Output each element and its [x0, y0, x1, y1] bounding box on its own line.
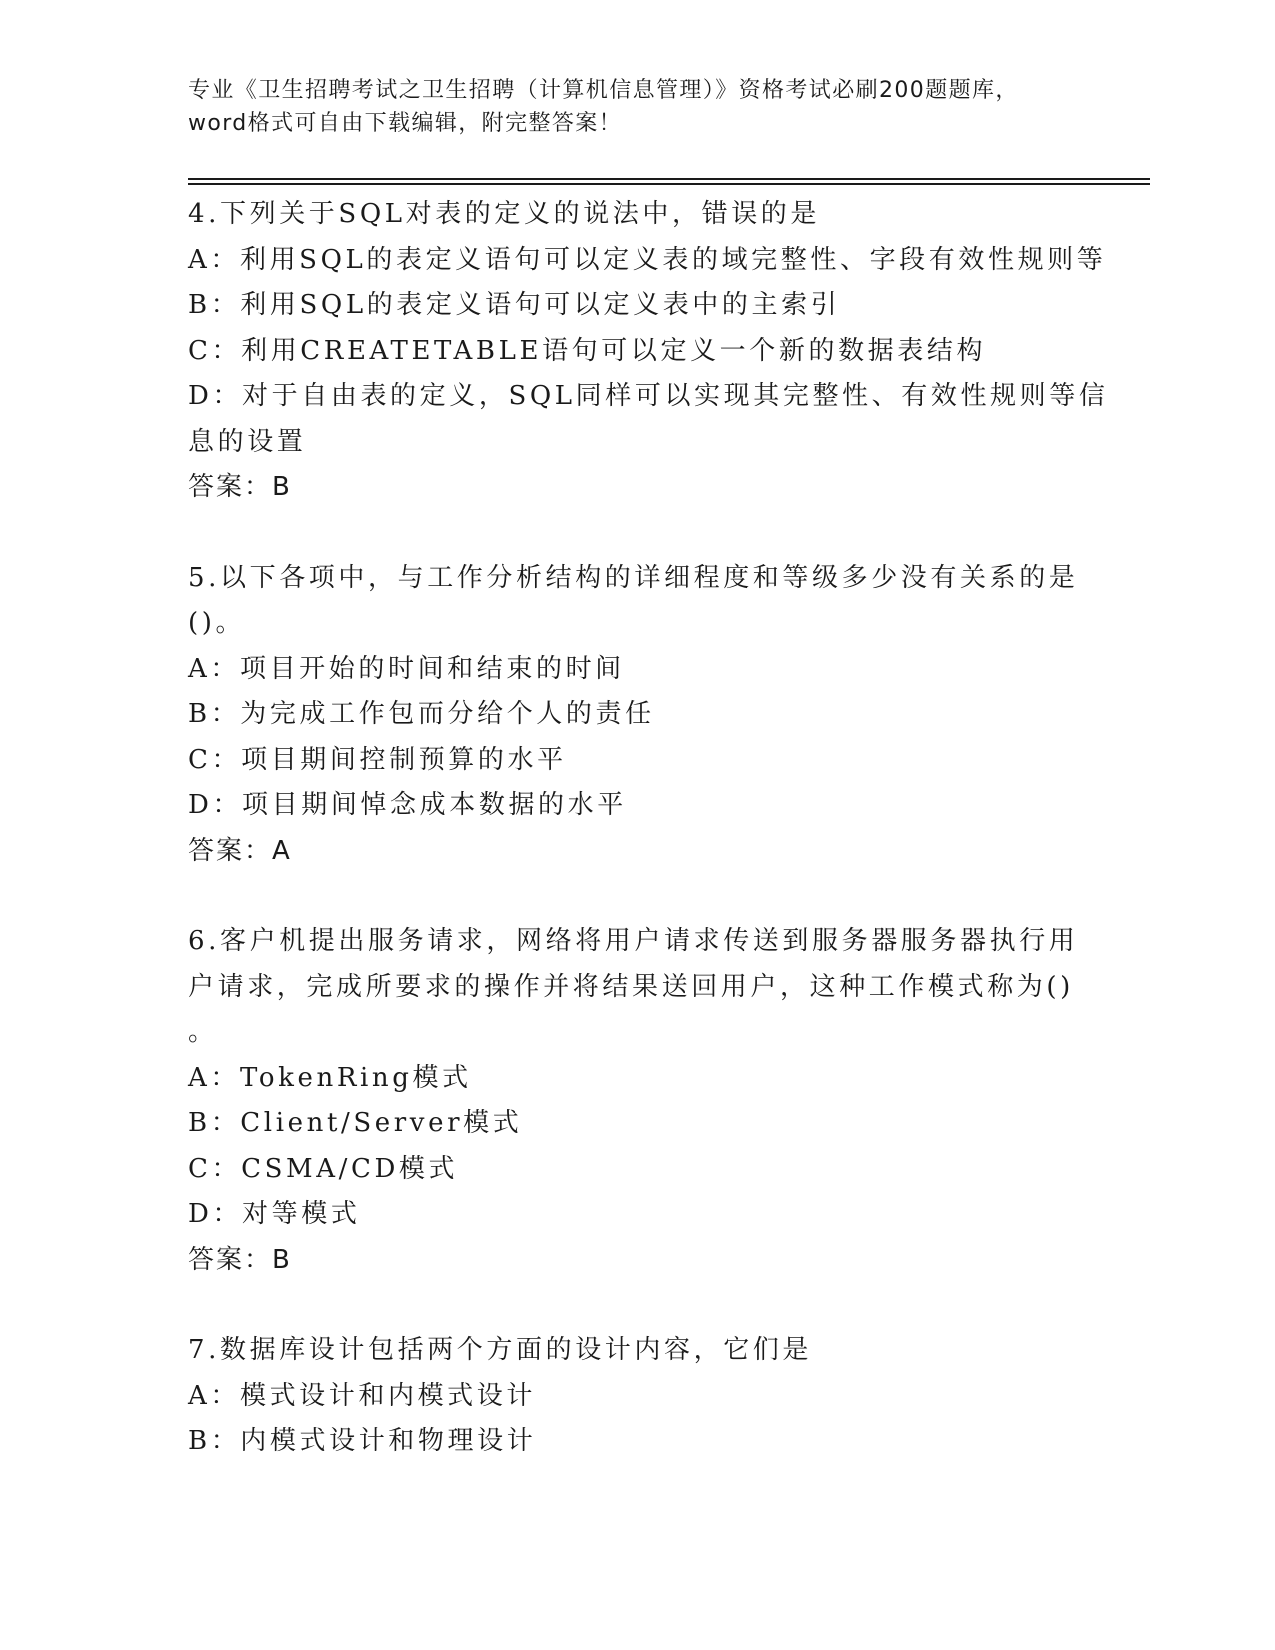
answer: 答案：B	[188, 1244, 292, 1275]
option-d: D：对于自由表的定义，SQL同样可以实现其完整性、有效性规则等信	[188, 381, 1109, 411]
question-4	[188, 192, 1109, 511]
document-header	[188, 74, 1088, 140]
question-5	[188, 556, 1088, 875]
option-b: B：为完成工作包而分给个人的责任	[188, 699, 655, 729]
option-b: B：利用SQL的表定义语句可以定义表中的主索引	[188, 290, 841, 320]
question-stem-continued: 户请求，完成所要求的操作并将结果送回用户，这种工作模式称为()	[188, 971, 1074, 1002]
option-c: C：CSMA/CD模式	[188, 1153, 459, 1184]
option-b: B：Client/Server模式	[188, 1108, 523, 1138]
header-line-2: word格式可自由下载编辑，附完整答案！	[188, 111, 623, 136]
option-a: A：利用SQL的表定义语句可以定义表的域完整性、字段有效性规则等	[188, 244, 1107, 275]
header-line-1: 专业《卫生招聘考试之卫生招聘（计算机信息管理）》资格考试必刷200题题库，	[188, 78, 1019, 103]
answer: 答案：B	[188, 472, 292, 502]
question-stem-continued: ()。	[188, 608, 246, 638]
question-6	[188, 919, 1088, 1283]
option-c: C：项目期间控制预算的水平	[188, 744, 567, 775]
header-divider-top	[188, 178, 1150, 180]
question-stem: 4.下列关于SQL对表的定义的说法中，错误的是	[188, 199, 820, 229]
question-stem-end: 。	[188, 1017, 218, 1047]
option-a: A：模式设计和内模式设计	[188, 1380, 536, 1411]
option-d: D：项目期间悼念成本数据的水平	[188, 790, 627, 820]
option-d-continued: 息的设置	[188, 426, 307, 457]
option-d: D：对等模式	[188, 1199, 361, 1229]
option-a: A：TokenRing模式	[188, 1062, 472, 1093]
question-stem: 7.数据库设计包括两个方面的设计内容，它们是	[188, 1335, 813, 1365]
option-a: A：项目开始的时间和结束的时间	[188, 653, 625, 684]
option-b: B：内模式设计和物理设计	[188, 1426, 537, 1456]
question-stem: 6.客户机提出服务请求，网络将用户请求传送到服务器服务器执行用	[188, 926, 1079, 956]
question-list	[188, 192, 1109, 1510]
answer: 答案：A	[188, 835, 292, 866]
header-divider-bottom	[188, 183, 1150, 185]
question-7	[188, 1328, 1088, 1465]
question-stem: 5.以下各项中，与工作分析结构的详细程度和等级多少没有关系的是	[188, 562, 1079, 593]
option-c: C：利用CREATETABLE语句可以定义一个新的数据表结构	[188, 335, 987, 366]
